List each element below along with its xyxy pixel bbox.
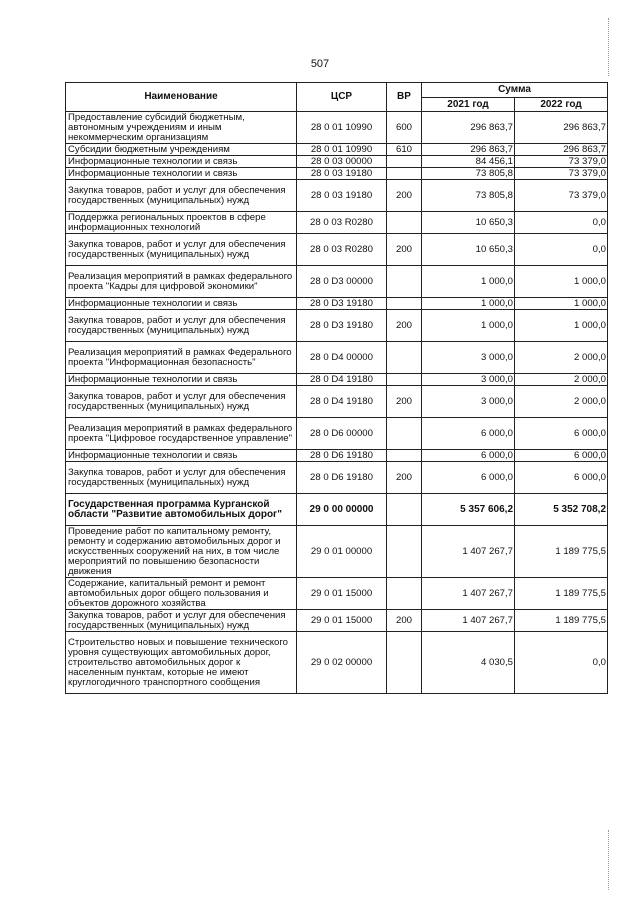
cell-y2022: 1 189 775,5 [515, 526, 608, 578]
cell-name: Закупка товаров, работ и услуг для обеспечения государственных (муниципальных) нужд [66, 386, 297, 418]
cell-csr: 28 0 01 10990 [297, 144, 387, 156]
cell-y2022: 5 352 708,2 [515, 494, 608, 526]
cell-y2022: 2 000,0 [515, 386, 608, 418]
cell-y2021: 6 000,0 [422, 450, 515, 462]
cell-csr: 29 0 01 15000 [297, 578, 387, 610]
cell-y2022: 73 379,0 [515, 180, 608, 212]
cell-y2022: 6 000,0 [515, 450, 608, 462]
table-row [66, 112, 608, 144]
cell-vr [387, 212, 422, 234]
table-row [66, 168, 608, 180]
cell-csr: 29 0 00 00000 [297, 494, 387, 526]
cell-csr: 28 0 03 R0280 [297, 212, 387, 234]
budget-table [65, 82, 608, 694]
cell-name: Информационные технологии и связь [66, 298, 297, 310]
cell-csr: 28 0 D6 19180 [297, 462, 387, 494]
table-row [66, 418, 608, 450]
cell-name: Закупка товаров, работ и услуг для обеспечения государственных (муниципальных) нужд [66, 310, 297, 342]
cell-vr [387, 450, 422, 462]
edge-mark [608, 830, 610, 890]
cell-csr: 28 0 D6 00000 [297, 418, 387, 450]
cell-y2021: 73 805,8 [422, 168, 515, 180]
cell-name: Содержание, капитальный ремонт и ремонт автомобильных дорог общего пользования и объектов дорожного хозяйства [66, 578, 297, 610]
cell-y2022: 1 189 775,5 [515, 610, 608, 632]
cell-csr: 28 0 D4 19180 [297, 386, 387, 418]
table-row [66, 578, 608, 610]
table-row [66, 632, 608, 694]
cell-y2022: 296 863,7 [515, 112, 608, 144]
cell-vr: 200 [387, 462, 422, 494]
cell-vr: 200 [387, 310, 422, 342]
cell-y2021: 296 863,7 [422, 144, 515, 156]
cell-name: Реализация мероприятий в рамках федерального проекта "Кадры для цифровой экономики" [66, 266, 297, 298]
table-row [66, 310, 608, 342]
cell-csr: 29 0 02 00000 [297, 632, 387, 694]
cell-vr [387, 632, 422, 694]
cell-csr: 28 0 D3 00000 [297, 266, 387, 298]
cell-y2021: 1 000,0 [422, 266, 515, 298]
table-row [66, 266, 608, 298]
cell-csr: 28 0 D6 19180 [297, 450, 387, 462]
cell-vr: 200 [387, 234, 422, 266]
cell-y2021: 1 407 267,7 [422, 578, 515, 610]
cell-csr: 28 0 03 19180 [297, 168, 387, 180]
cell-y2021: 10 650,3 [422, 212, 515, 234]
cell-y2021: 1 000,0 [422, 298, 515, 310]
cell-csr: 28 0 D3 19180 [297, 310, 387, 342]
cell-vr: 610 [387, 144, 422, 156]
cell-y2021: 84 456,1 [422, 156, 515, 168]
cell-vr: 600 [387, 112, 422, 144]
table-row [66, 386, 608, 418]
cell-name: Закупка товаров, работ и услуг для обеспечения государственных (муниципальных) нужд [66, 462, 297, 494]
table-body [66, 112, 608, 694]
cell-name: Закупка товаров, работ и услуг для обеспечения государственных (муниципальных) нужд [66, 610, 297, 632]
header-2021: 2021 год [422, 98, 515, 112]
cell-vr [387, 298, 422, 310]
cell-csr: 28 0 03 19180 [297, 180, 387, 212]
cell-csr: 29 0 01 00000 [297, 526, 387, 578]
table-row [66, 374, 608, 386]
cell-name: Поддержка региональных проектов в сфере информационных технологий [66, 212, 297, 234]
header-name: Наименование [66, 83, 297, 112]
header-sum: Сумма [422, 83, 608, 98]
cell-y2021: 1 407 267,7 [422, 610, 515, 632]
cell-y2021: 4 030,5 [422, 632, 515, 694]
cell-vr [387, 168, 422, 180]
cell-name: Закупка товаров, работ и услуг для обеспечения государственных (муниципальных) нужд [66, 234, 297, 266]
cell-y2022: 1 000,0 [515, 266, 608, 298]
table-row [66, 494, 608, 526]
cell-y2022: 296 863,7 [515, 144, 608, 156]
cell-y2022: 73 379,0 [515, 156, 608, 168]
cell-vr: 200 [387, 180, 422, 212]
cell-y2021: 3 000,0 [422, 342, 515, 374]
cell-y2021: 296 863,7 [422, 112, 515, 144]
table-row [66, 212, 608, 234]
cell-name: Субсидии бюджетным учреждениям [66, 144, 297, 156]
cell-vr [387, 578, 422, 610]
cell-csr: 28 0 D3 19180 [297, 298, 387, 310]
table-row [66, 342, 608, 374]
cell-y2022: 1 000,0 [515, 310, 608, 342]
cell-name: Информационные технологии и связь [66, 156, 297, 168]
cell-y2022: 1 000,0 [515, 298, 608, 310]
cell-name: Проведение работ по капитальному ремонту, ремонту и содержанию автомобильных дорог и искусственных сооружений на них, в том числе мероприятий по повышению безопасности движения [66, 526, 297, 578]
table-row [66, 156, 608, 168]
table-row [66, 234, 608, 266]
header-csr: ЦСР [297, 83, 387, 112]
table-header [66, 83, 608, 112]
cell-y2021: 3 000,0 [422, 374, 515, 386]
cell-name: Государственная программа Курганской области "Развитие автомобильных дорог" [66, 494, 297, 526]
cell-y2021: 1 407 267,7 [422, 526, 515, 578]
cell-vr [387, 266, 422, 298]
cell-csr: 28 0 01 10990 [297, 112, 387, 144]
page-number: 507 [310, 58, 330, 70]
cell-y2022: 0,0 [515, 632, 608, 694]
cell-y2022: 6 000,0 [515, 418, 608, 450]
cell-y2022: 73 379,0 [515, 168, 608, 180]
cell-vr: 200 [387, 386, 422, 418]
cell-vr [387, 418, 422, 450]
table-row [66, 180, 608, 212]
cell-vr: 200 [387, 610, 422, 632]
cell-y2022: 2 000,0 [515, 374, 608, 386]
cell-csr: 28 0 D4 00000 [297, 342, 387, 374]
cell-y2022: 6 000,0 [515, 462, 608, 494]
cell-y2021: 73 805,8 [422, 180, 515, 212]
cell-name: Закупка товаров, работ и услуг для обеспечения государственных (муниципальных) нужд [66, 180, 297, 212]
cell-vr [387, 342, 422, 374]
cell-y2021: 6 000,0 [422, 462, 515, 494]
cell-y2022: 0,0 [515, 212, 608, 234]
cell-y2021: 6 000,0 [422, 418, 515, 450]
cell-y2021: 5 357 606,2 [422, 494, 515, 526]
cell-y2021: 3 000,0 [422, 386, 515, 418]
cell-name: Информационные технологии и связь [66, 450, 297, 462]
cell-y2022: 0,0 [515, 234, 608, 266]
edge-mark [608, 18, 610, 76]
cell-vr [387, 526, 422, 578]
cell-name: Строительство новых и повышение технического уровня существующих автомобильных дорог, строительство автомобильных дорог к населенным пунктам, которые не имеют круглогодичного транспортного сообщения [66, 632, 297, 694]
header-2022: 2022 год [515, 98, 608, 112]
cell-vr [387, 494, 422, 526]
cell-csr: 28 0 03 R0280 [297, 234, 387, 266]
cell-y2022: 2 000,0 [515, 342, 608, 374]
cell-y2021: 1 000,0 [422, 310, 515, 342]
table-row [66, 450, 608, 462]
cell-name: Информационные технологии и связь [66, 168, 297, 180]
table-row [66, 610, 608, 632]
table-row [66, 462, 608, 494]
table-row [66, 144, 608, 156]
cell-name: Реализация мероприятий в рамках федерального проекта "Цифровое государственное управление" [66, 418, 297, 450]
cell-name: Предоставление субсидий бюджетным, автономным учреждениям и иным некоммерческим организациям [66, 112, 297, 144]
table-row [66, 526, 608, 578]
cell-y2022: 1 189 775,5 [515, 578, 608, 610]
table-row [66, 298, 608, 310]
header-vr: ВР [387, 83, 422, 112]
cell-vr [387, 156, 422, 168]
cell-csr: 29 0 01 15000 [297, 610, 387, 632]
cell-csr: 28 0 D4 19180 [297, 374, 387, 386]
cell-y2021: 10 650,3 [422, 234, 515, 266]
cell-name: Информационные технологии и связь [66, 374, 297, 386]
cell-csr: 28 0 03 00000 [297, 156, 387, 168]
cell-name: Реализация мероприятий в рамках Федерального проекта "Информационная безопасность" [66, 342, 297, 374]
cell-vr [387, 374, 422, 386]
